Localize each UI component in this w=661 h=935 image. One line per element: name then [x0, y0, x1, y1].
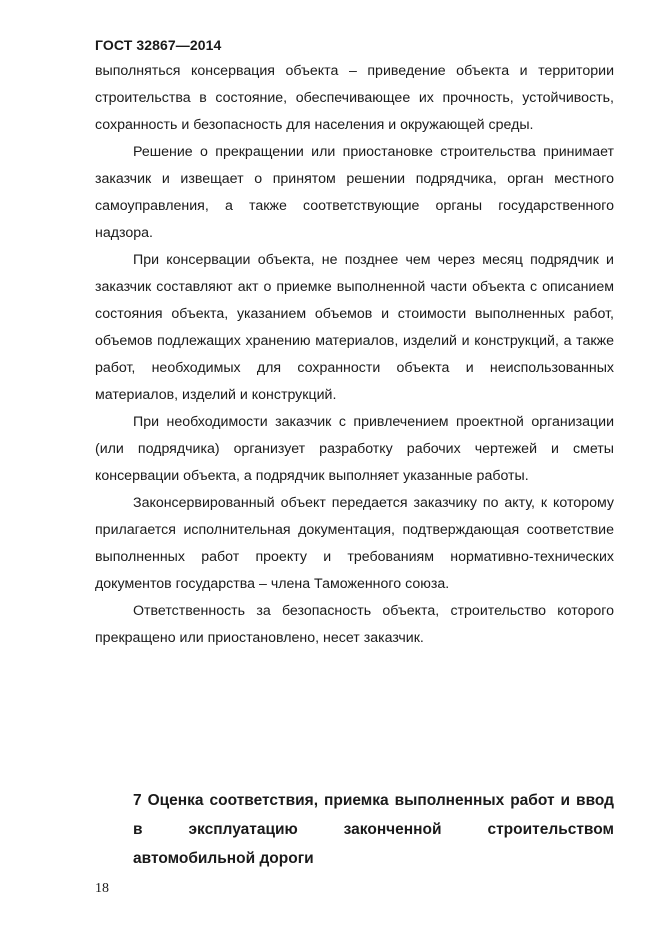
document-header: ГОСТ 32867—2014	[95, 37, 222, 53]
paragraph: Решение о прекращении или приостановке строительства принимает заказчик и извещает о принятом решении подрядчика, орган местного самоуправления, а также соответствующие органы государственного надзора.	[95, 144, 614, 241]
paragraph-continuation: выполняться консервация объекта – приведение объекта и территории строительства в состояние, обеспечивающее их прочность, устойчивость, сохранность и безопасность для населения и окружающей среды.	[95, 63, 614, 133]
paragraph: При консервации объекта, не позднее чем через месяц подрядчик и заказчик составляют акт о приемке выполненной части объекта с описанием состояния объекта, указанием объемов и стоимости выполненных работ, объемов подлежащих хранению материалов, изделий и конструкций, а также работ, необходимых для сохранности объекта и неиспользованных материалов, изделий и конструкций.	[95, 252, 614, 403]
paragraph: Ответственность за безопасность объекта, строительство которого прекращено или приостановлено, несет заказчик.	[95, 603, 614, 646]
paragraph: При необходимости заказчик с привлечением проектной организации (или подрядчика) организует разработку рабочих чертежей и сметы консервации объекта, а подрядчик выполняет указанные работы.	[95, 414, 614, 484]
paragraph: Законсервированный объект передается заказчику по акту, к которому прилагается исполнительная документация, подтверждающая соответствие выполненных работ проекту и требованиям нормативно-технических документов государства – члена Таможенного союза.	[95, 495, 614, 592]
page-number: 18	[95, 881, 109, 896]
body-text	[95, 58, 614, 652]
section-heading: 7 Оценка соответствия, приемка выполненных работ и ввод в эксплуатацию законченной строительством автомобильной дороги	[133, 792, 614, 867]
